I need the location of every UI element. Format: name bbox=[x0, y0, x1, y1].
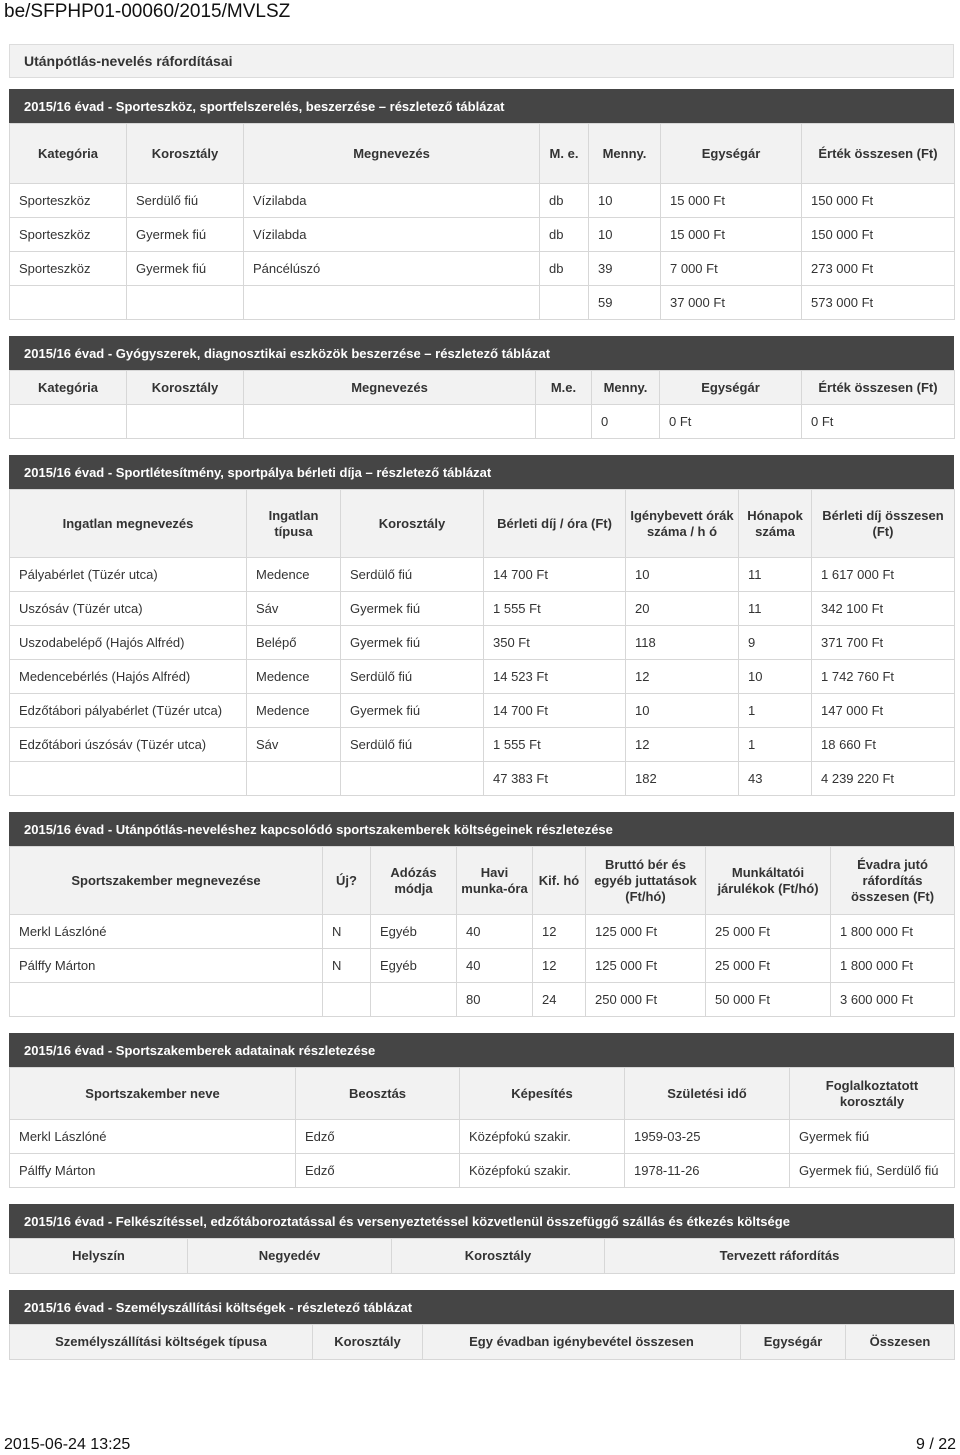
table-total-row bbox=[10, 405, 955, 439]
table-cell: 7 000 Ft bbox=[661, 252, 802, 286]
col-header: M. e. bbox=[540, 124, 589, 184]
table-cell bbox=[10, 286, 127, 320]
table-cell: db bbox=[540, 184, 589, 218]
table-cell: 1 bbox=[739, 694, 812, 728]
table-row bbox=[10, 252, 955, 286]
col-header: Korosztály bbox=[341, 490, 484, 558]
col-header: Személyszállítási költségek típusa bbox=[10, 1325, 313, 1360]
page-content bbox=[9, 44, 954, 1360]
col-header: Beosztás bbox=[296, 1068, 460, 1120]
table-cell: 1 800 000 Ft bbox=[831, 915, 955, 949]
table-cell: Gyermek fiú bbox=[341, 626, 484, 660]
table-cell: 25 000 Ft bbox=[706, 915, 831, 949]
col-header: Egységár bbox=[741, 1325, 846, 1360]
table-cell: Gyermek fiú bbox=[127, 218, 244, 252]
table-cell: Belépő bbox=[247, 626, 341, 660]
table-cell: Pálffy Márton bbox=[10, 949, 323, 983]
table-row bbox=[10, 558, 955, 592]
table-cell: 14 700 Ft bbox=[484, 694, 626, 728]
table-cell: Gyermek fiú bbox=[341, 694, 484, 728]
table-cell bbox=[10, 983, 323, 1017]
table-szemelyszallitas bbox=[9, 1324, 955, 1360]
section-heading-szallas-etkezes: 2015/16 évad - Felkészítéssel, edzőtáboroztatással és versenyeztetéssel közvetlenül összefüggő szállás és étkezés költsége bbox=[9, 1204, 954, 1238]
col-header: Évadra jutó ráfordítás összesen (Ft) bbox=[831, 847, 955, 915]
col-header: Új? bbox=[323, 847, 371, 915]
table-cell: 0 Ft bbox=[660, 405, 802, 439]
table-cell: Merkl Lászlóné bbox=[10, 1120, 296, 1154]
table-cell: 250 000 Ft bbox=[586, 983, 706, 1017]
table-cell: 43 bbox=[739, 762, 812, 796]
table-sportszakemberek-koltsegei bbox=[9, 846, 955, 1017]
col-header: Képesítés bbox=[460, 1068, 625, 1120]
table-cell: 47 383 Ft bbox=[484, 762, 626, 796]
table-cell: 273 000 Ft bbox=[802, 252, 955, 286]
table-cell: 50 000 Ft bbox=[706, 983, 831, 1017]
table-cell: 0 Ft bbox=[802, 405, 955, 439]
table-cell bbox=[323, 983, 371, 1017]
col-header: Megnevezés bbox=[244, 371, 536, 405]
table-cell: 10 bbox=[626, 558, 739, 592]
table-cell: 12 bbox=[626, 728, 739, 762]
table-cell: Serdülő fiú bbox=[341, 728, 484, 762]
table-cell: 40 bbox=[457, 915, 533, 949]
table-row bbox=[10, 1154, 955, 1188]
table-gyogyszerek bbox=[9, 370, 955, 439]
table-row bbox=[10, 184, 955, 218]
table-cell: 147 000 Ft bbox=[812, 694, 955, 728]
col-header: Korosztály bbox=[127, 371, 244, 405]
col-header: Adózás módja bbox=[371, 847, 457, 915]
table-cell: Egyéb bbox=[371, 949, 457, 983]
table-total-row bbox=[10, 286, 955, 320]
col-header: Egységár bbox=[661, 124, 802, 184]
table-row bbox=[10, 949, 955, 983]
table-cell: 25 000 Ft bbox=[706, 949, 831, 983]
table-cell bbox=[127, 286, 244, 320]
col-header: Korosztály bbox=[392, 1239, 605, 1274]
table-cell: Medencebérlés (Hajós Alfréd) bbox=[10, 660, 247, 694]
table-cell: 125 000 Ft bbox=[586, 915, 706, 949]
table-cell: Serdülő fiú bbox=[341, 558, 484, 592]
table-row bbox=[10, 1120, 955, 1154]
table-cell: Gyermek fiú bbox=[127, 252, 244, 286]
table-cell: 342 100 Ft bbox=[812, 592, 955, 626]
table-row bbox=[10, 728, 955, 762]
table-cell: Merkl Lászlóné bbox=[10, 915, 323, 949]
table-header-row bbox=[10, 490, 955, 558]
table-cell: Vízilabda bbox=[244, 218, 540, 252]
table-sportletesitmeny bbox=[9, 489, 955, 796]
table-cell: 80 bbox=[457, 983, 533, 1017]
col-header: Negyedév bbox=[188, 1239, 392, 1274]
table-cell bbox=[244, 286, 540, 320]
table-cell: 9 bbox=[739, 626, 812, 660]
table-cell: 118 bbox=[626, 626, 739, 660]
table-cell: Medence bbox=[247, 558, 341, 592]
table-cell: Vízilabda bbox=[244, 184, 540, 218]
col-header: Kif. hó bbox=[533, 847, 586, 915]
table-row bbox=[10, 660, 955, 694]
table-cell: Sáv bbox=[247, 728, 341, 762]
table-cell: 59 bbox=[589, 286, 661, 320]
table-row bbox=[10, 694, 955, 728]
table-cell: 24 bbox=[533, 983, 586, 1017]
table-cell: 14 523 Ft bbox=[484, 660, 626, 694]
table-cell: Sporteszköz bbox=[10, 252, 127, 286]
table-cell: Gyermek fiú, Serdülő fiú bbox=[790, 1154, 955, 1188]
table-cell: 10 bbox=[589, 218, 661, 252]
col-header: Igénybevett órák száma / h ó bbox=[626, 490, 739, 558]
col-header: Ingatlan típusa bbox=[247, 490, 341, 558]
table-cell: Sporteszköz bbox=[10, 184, 127, 218]
table-cell: 12 bbox=[626, 660, 739, 694]
table-cell: 350 Ft bbox=[484, 626, 626, 660]
col-header: Érték összesen (Ft) bbox=[802, 124, 955, 184]
table-cell: 371 700 Ft bbox=[812, 626, 955, 660]
col-header: Sportszakember neve bbox=[10, 1068, 296, 1120]
col-header: Egységár bbox=[660, 371, 802, 405]
section-heading-gyogyszerek: 2015/16 évad - Gyógyszerek, diagnosztikai eszközök beszerzése – részletező táblázat bbox=[9, 336, 954, 370]
col-header: Korosztály bbox=[313, 1325, 423, 1360]
table-cell bbox=[536, 405, 592, 439]
section-heading-sporteszkoz: 2015/16 évad - Sporteszköz, sportfelszerelés, beszerzése – részletező táblázat bbox=[9, 89, 954, 123]
table-szallas-etkezes bbox=[9, 1238, 955, 1274]
table-cell: 4 239 220 Ft bbox=[812, 762, 955, 796]
table-cell: Pálffy Márton bbox=[10, 1154, 296, 1188]
table-cell: Pályabérlet (Tüzér utca) bbox=[10, 558, 247, 592]
table-cell: Serdülő fiú bbox=[127, 184, 244, 218]
table-cell: 3 600 000 Ft bbox=[831, 983, 955, 1017]
table-cell: 11 bbox=[739, 558, 812, 592]
table-cell: 150 000 Ft bbox=[802, 218, 955, 252]
table-cell: db bbox=[540, 218, 589, 252]
table-cell bbox=[371, 983, 457, 1017]
table-cell: 1 800 000 Ft bbox=[831, 949, 955, 983]
table-cell: 39 bbox=[589, 252, 661, 286]
table-total-row bbox=[10, 983, 955, 1017]
table-cell: 10 bbox=[589, 184, 661, 218]
table-cell: Egyéb bbox=[371, 915, 457, 949]
table-total-row bbox=[10, 762, 955, 796]
section-heading-sportszakemberek-adatai: 2015/16 évad - Sportszakemberek adatainak részletezése bbox=[9, 1033, 954, 1067]
table-cell: Serdülő fiú bbox=[341, 660, 484, 694]
table-cell: 10 bbox=[739, 660, 812, 694]
section-heading-sportletesitmeny: 2015/16 évad - Sportlétesítmény, sportpálya bérleti díja – részletező táblázat bbox=[9, 455, 954, 489]
col-header: Kategória bbox=[10, 124, 127, 184]
col-header: Menny. bbox=[592, 371, 660, 405]
table-cell: 0 bbox=[592, 405, 660, 439]
table-row bbox=[10, 915, 955, 949]
table-row bbox=[10, 218, 955, 252]
table-cell: N bbox=[323, 915, 371, 949]
table-cell: 182 bbox=[626, 762, 739, 796]
table-cell: 14 700 Ft bbox=[484, 558, 626, 592]
table-cell: 1 742 760 Ft bbox=[812, 660, 955, 694]
col-header: Kategória bbox=[10, 371, 127, 405]
table-cell: 125 000 Ft bbox=[586, 949, 706, 983]
col-header: Bérleti díj összesen (Ft) bbox=[812, 490, 955, 558]
table-cell: 1 555 Ft bbox=[484, 592, 626, 626]
table-header-row bbox=[10, 1068, 955, 1120]
col-header: Egy évadban igénybevétel összesen bbox=[423, 1325, 741, 1360]
table-cell bbox=[127, 405, 244, 439]
table-header-row bbox=[10, 1239, 955, 1274]
table-cell: Gyermek fiú bbox=[341, 592, 484, 626]
col-header: Bérleti díj / óra (Ft) bbox=[484, 490, 626, 558]
table-sportszakemberek-adatai bbox=[9, 1067, 955, 1188]
table-cell: 150 000 Ft bbox=[802, 184, 955, 218]
col-header: Érték összesen (Ft) bbox=[802, 371, 955, 405]
document-id: be/SFPHP01-00060/2015/MVLSZ bbox=[4, 1, 291, 22]
table-cell: Medence bbox=[247, 660, 341, 694]
col-header: Összesen bbox=[846, 1325, 955, 1360]
table-cell: Edző bbox=[296, 1154, 460, 1188]
table-cell: N bbox=[323, 949, 371, 983]
table-cell: 12 bbox=[533, 949, 586, 983]
table-cell: 10 bbox=[626, 694, 739, 728]
table-cell: Sáv bbox=[247, 592, 341, 626]
table-cell: 18 660 Ft bbox=[812, 728, 955, 762]
table-cell bbox=[10, 405, 127, 439]
table-cell: Uszodabelépő (Hajós Alfréd) bbox=[10, 626, 247, 660]
table-header-row bbox=[10, 847, 955, 915]
table-header-row bbox=[10, 124, 955, 184]
table-cell: Edzőtábori úszósáv (Tüzér utca) bbox=[10, 728, 247, 762]
col-header: Születési idő bbox=[625, 1068, 790, 1120]
table-cell: db bbox=[540, 252, 589, 286]
table-header-row bbox=[10, 371, 955, 405]
col-header: Menny. bbox=[589, 124, 661, 184]
col-header: Munkáltatói járulékok (Ft/hó) bbox=[706, 847, 831, 915]
col-header: Havi munka-óra bbox=[457, 847, 533, 915]
table-cell: Uszósáv (Tüzér utca) bbox=[10, 592, 247, 626]
table-cell: 12 bbox=[533, 915, 586, 949]
table-cell: 1 617 000 Ft bbox=[812, 558, 955, 592]
col-header: M.e. bbox=[536, 371, 592, 405]
col-header: Helyszín bbox=[10, 1239, 188, 1274]
col-header: Foglalkoztatott korosztály bbox=[790, 1068, 955, 1120]
col-header: Megnevezés bbox=[244, 124, 540, 184]
table-cell: 1 bbox=[739, 728, 812, 762]
section-heading-sportszakemberek-koltsegei: 2015/16 évad - Utánpótlás-neveléshez kapcsolódó sportszakemberek költségeinek részletezése bbox=[9, 812, 954, 846]
table-cell: 1 555 Ft bbox=[484, 728, 626, 762]
table-cell: Középfokú szakir. bbox=[460, 1154, 625, 1188]
col-header: Ingatlan megnevezés bbox=[10, 490, 247, 558]
table-cell: 573 000 Ft bbox=[802, 286, 955, 320]
col-header: Bruttó bér és egyéb juttatások (Ft/hó) bbox=[586, 847, 706, 915]
table-header-row bbox=[10, 1325, 955, 1360]
table-cell: 15 000 Ft bbox=[661, 184, 802, 218]
table-sporteszkoz bbox=[9, 123, 955, 320]
table-cell: Sporteszköz bbox=[10, 218, 127, 252]
section-heading-szemelyszallitas: 2015/16 évad - Személyszállítási költségek - részletező táblázat bbox=[9, 1290, 954, 1324]
footer-timestamp: 2015-06-24 13:25 bbox=[4, 1436, 131, 1453]
table-cell: Edzőtábori pályabérlet (Tüzér utca) bbox=[10, 694, 247, 728]
col-header: Hónapok száma bbox=[739, 490, 812, 558]
table-cell bbox=[341, 762, 484, 796]
col-header: Tervezett ráfordítás bbox=[605, 1239, 955, 1274]
table-cell: 15 000 Ft bbox=[661, 218, 802, 252]
table-cell bbox=[10, 762, 247, 796]
footer-page-number: 9 / 22 bbox=[915, 1436, 956, 1453]
table-cell: Medence bbox=[247, 694, 341, 728]
table-cell bbox=[247, 762, 341, 796]
table-cell: 1959-03-25 bbox=[625, 1120, 790, 1154]
table-row bbox=[10, 626, 955, 660]
page-title: Utánpótlás-nevelés ráfordításai bbox=[9, 44, 954, 78]
table-cell: 11 bbox=[739, 592, 812, 626]
table-cell bbox=[540, 286, 589, 320]
col-header: Korosztály bbox=[127, 124, 244, 184]
table-cell: 40 bbox=[457, 949, 533, 983]
table-cell: 37 000 Ft bbox=[661, 286, 802, 320]
table-cell: 1978-11-26 bbox=[625, 1154, 790, 1188]
col-header: Sportszakember megnevezése bbox=[10, 847, 323, 915]
table-cell: Páncélúszó bbox=[244, 252, 540, 286]
table-cell: 20 bbox=[626, 592, 739, 626]
table-cell: Gyermek fiú bbox=[790, 1120, 955, 1154]
table-cell: Edző bbox=[296, 1120, 460, 1154]
table-cell bbox=[244, 405, 536, 439]
table-row bbox=[10, 592, 955, 626]
table-cell: Középfokú szakir. bbox=[460, 1120, 625, 1154]
